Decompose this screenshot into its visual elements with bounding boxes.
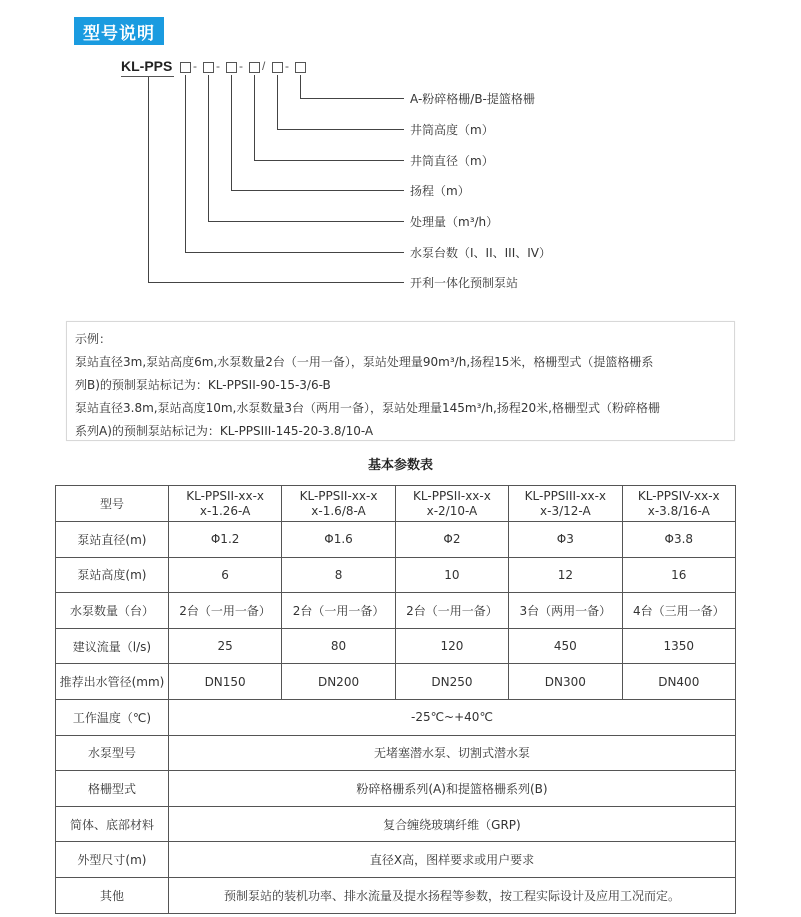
merged-cell: 复合缠绕玻璃纤维（GRP) [168,806,735,842]
table-cell: 8 [282,557,395,593]
table-cell: 120 [395,628,508,664]
example-heading: 示例： [75,332,112,346]
table-cell: 80 [282,628,395,664]
table-cell: 2台（一用一备） [168,593,281,629]
table-row-merged [56,806,736,842]
table-cell: 10 [395,557,508,593]
example-box [66,321,735,441]
table-cell: DN150 [168,664,281,700]
header-label: 型号 [56,486,169,522]
table-cell: 3台（两用一备） [509,593,622,629]
model-line: x-3/12-A [540,503,591,518]
connector-h-6 [300,98,404,99]
model-line: x-1.26-A [199,503,251,518]
code-slot-3 [226,62,237,73]
table-row [56,593,736,629]
table-title: 基本参数表 [367,458,433,473]
connector-v-4 [254,75,255,161]
table-row [56,664,736,700]
table-cell: 25 [168,628,281,664]
table-cell: 2台（一用一备） [395,593,508,629]
section-title-badge: 型号说明 [74,17,164,45]
row-label: 泵站直径(m) [56,522,169,558]
merged-cell: 无堵塞潜水泵、切割式潜水泵 [168,735,735,771]
merged-cell: 直径X高，图样要求或用户要求 [168,842,735,878]
table-header-row [56,486,736,522]
model-line: KL-PPSIV-xx-x [637,488,720,503]
connector-v-1 [185,75,186,253]
model-code-prefix [121,58,172,74]
connector-v-0 [148,77,149,283]
table-row-merged [56,735,736,771]
model-line: x-2/10-A [426,503,478,518]
row-label: 推荐出水管径(mm) [56,664,169,700]
connector-v-2 [208,75,209,222]
parameter-table [55,485,736,914]
header-model-3 [395,486,508,522]
code-slot-4 [249,62,260,73]
table-row-merged [56,771,736,807]
table-cell: Φ3 [509,522,622,558]
table-cell: 450 [509,628,622,664]
table-row-merged [56,842,736,878]
table-cell: DN200 [282,664,395,700]
table-cell: 16 [622,557,735,593]
row-label: 工作温度（℃) [56,699,169,735]
table-cell: Φ1.2 [168,522,281,558]
header-model-1 [168,486,281,522]
table-row [56,628,736,664]
code-separator-1: - [193,59,197,73]
row-label: 其他 [56,877,169,913]
model-line: KL-PPSIII-xx-x [524,488,607,503]
table-cell: 6 [168,557,281,593]
table-row-merged [56,877,736,913]
connector-h-2 [208,221,404,222]
row-label: 建议流量（l/s) [56,628,169,664]
connector-h-3 [231,190,404,191]
code-separator-3: - [239,59,243,73]
table-cell: DN300 [509,664,622,700]
row-label: 外型尺寸(m) [56,842,169,878]
code-separator-5: - [285,59,289,73]
code-slot-2 [203,62,214,73]
code-slot-5 [272,62,283,73]
code-slot-6 [295,62,306,73]
table-cell: Φ2 [395,522,508,558]
row-label: 简体、底部材料 [56,806,169,842]
model-line: x-1.6/8-A [311,503,366,518]
table-cell: DN400 [622,664,735,700]
model-line: x-3.8/16-A [647,503,710,518]
example-line: 系列A)的预制泵站标记为：KL-PPSIII-145-20-3.8/10-A [75,424,374,438]
connector-h-1 [185,252,404,253]
connector-h-0 [148,282,404,283]
code-separator-4: / [262,59,266,73]
model-line: KL-PPSII-xx-x [186,488,265,503]
code-slot-1 [180,62,191,73]
table-cell: Φ1.6 [282,522,395,558]
legend-shaft-diameter: 井筒直径（m） [410,154,494,168]
merged-cell: 粉碎格栅系列(A)和提篮格栅系列(B) [168,771,735,807]
table-cell: DN250 [395,664,508,700]
legend-grate-type: A-粉碎格栅/B-提篮格栅 [410,92,535,106]
legend-head: 扬程（m） [410,184,470,198]
header-model-5 [622,486,735,522]
merged-cell: 预制泵站的装机功率、排水流量及提水扬程等参数，按工程实际设计及应用工况而定。 [168,877,735,913]
model-line: KL-PPSII-xx-x [413,488,491,503]
table-row [56,557,736,593]
connector-h-4 [254,160,404,161]
header-model-2 [282,486,395,522]
connector-v-3 [231,75,232,191]
table-cell: 12 [509,557,622,593]
row-label: 水泵型号 [56,735,169,771]
legend-shaft-height: 井筒高度（m） [410,123,494,137]
table-cell: 1350 [622,628,735,664]
legend-capacity: 处理量（m³/h） [410,215,499,229]
example-line: 泵站直径3m,泵站高度6m,水泵数量2台（一用一备），泵站处理量90m³/h,扬程15米，格栅型式（提篮格栅系 [75,355,654,369]
model-line: KL-PPSII-xx-x [299,488,378,503]
row-label: 泵站高度(m) [56,557,169,593]
row-label: 水泵数量（台） [56,593,169,629]
legend-product-name: 开利一体化预制泵站 [410,276,519,290]
table-cell: 4台（三用一备） [622,593,735,629]
example-line: 列B)的预制泵站标记为：KL-PPSII-90-15-3/6-B [75,378,331,392]
table-row-merged [56,699,736,735]
table-row [56,522,736,558]
example-line: 泵站直径3.8m,泵站高度10m,水泵数量3台（两用一备），泵站处理量145m³/h,扬程20米,格栅型式（粉碎格栅 [75,401,660,415]
connector-v-5 [277,75,278,130]
row-label: 格栅型式 [56,771,169,807]
header-model-4 [509,486,622,522]
legend-pump-count: 水泵台数（I、II、III、IV） [410,246,551,260]
code-separator-2: - [216,59,220,73]
connector-h-5 [277,129,404,130]
table-cell: 2台（一用一备） [282,593,395,629]
table-cell: Φ3.8 [622,522,735,558]
model-prefix-text: KL-PPS [121,58,173,74]
connector-v-6 [300,75,301,99]
merged-cell: -25℃~+40℃ [168,699,735,735]
